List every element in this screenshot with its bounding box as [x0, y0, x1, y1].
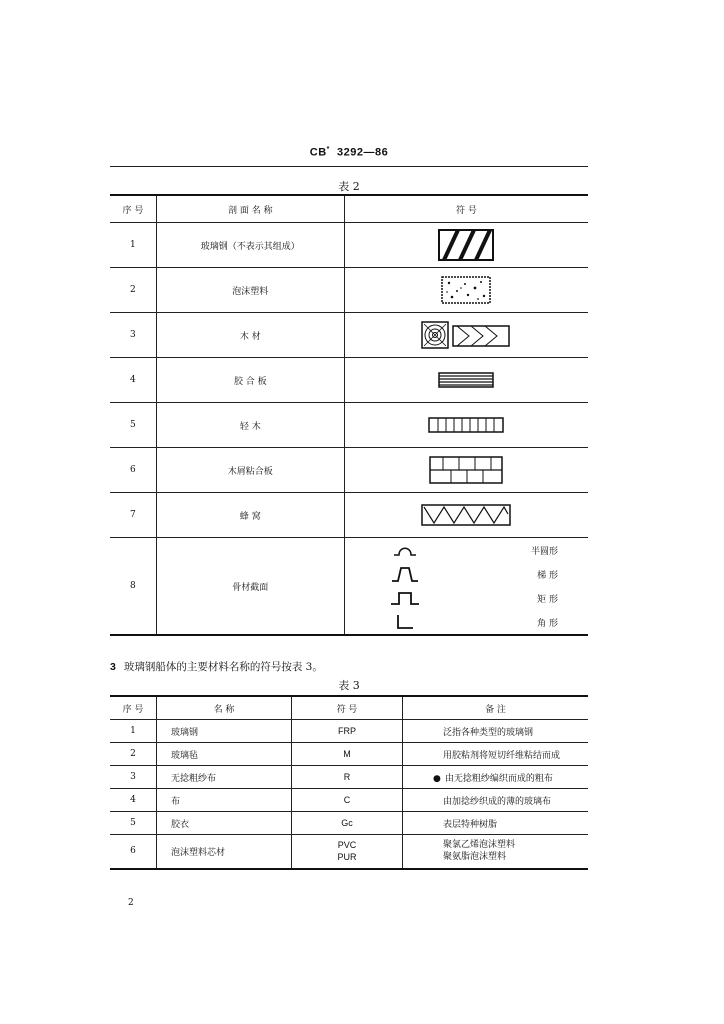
particle-board-icon	[429, 456, 503, 484]
row-number: 6	[110, 835, 157, 869]
section-label: 梯 形	[537, 570, 558, 581]
foam-dots-icon	[441, 276, 491, 304]
table-row	[110, 766, 588, 789]
list-item	[345, 586, 588, 610]
clause-number: 3	[110, 661, 116, 673]
material-symbol: R	[292, 766, 403, 789]
section-label: 角 形	[537, 618, 558, 629]
material-name: 泡沫塑料芯材	[157, 835, 292, 869]
page-header	[110, 146, 588, 159]
row-number: 1	[110, 223, 156, 268]
material-remark: 由无捻粗纱编织而成的粗布	[444, 773, 553, 784]
row-number: 2	[110, 743, 157, 766]
section-name: 轻 木	[156, 403, 344, 448]
standard-code: CB	[309, 146, 327, 159]
table3	[110, 695, 588, 870]
section-name: 玻璃钢（不表示其组成）	[156, 223, 344, 268]
material-symbol: C	[292, 789, 403, 812]
table-row	[110, 268, 588, 313]
material-symbol: M	[292, 743, 403, 766]
table3-header-no: 序 号	[110, 696, 157, 720]
material-symbol: Gc	[292, 812, 403, 835]
clause-3	[110, 659, 323, 674]
table-row	[110, 538, 588, 636]
clause-text: 玻璃钢船体的主要材料名称的符号按表 3。	[123, 661, 323, 673]
material-remark: 聚氯乙烯泡沫塑料	[443, 840, 516, 851]
standard-code-mark: *	[326, 146, 330, 153]
header-rule	[110, 166, 588, 167]
section-shapes-subtable	[345, 538, 588, 634]
table3-caption: 表 3	[338, 679, 360, 692]
wood-grain-icon	[421, 320, 511, 350]
section-name: 骨材截面	[156, 538, 344, 636]
material-remark: 表层特种树脂	[403, 812, 589, 835]
table-row	[110, 223, 588, 268]
material-remark: 由加捻纱织成的薄的玻璃布	[403, 789, 589, 812]
table3-header-symbol: 符 号	[292, 696, 403, 720]
trapezoid-section-icon	[391, 566, 419, 582]
row-number: 1	[110, 720, 157, 743]
table2-header-symbol: 符 号	[344, 195, 588, 223]
bullet-dot-icon: ●	[433, 773, 441, 784]
balsa-blocks-icon	[428, 417, 504, 433]
table-row	[110, 743, 588, 766]
section-name: 泡沫塑料	[156, 268, 344, 313]
material-remark: 泛指各种类型的玻璃钢	[403, 720, 589, 743]
list-item	[345, 538, 588, 562]
section-label: 半圆形	[530, 546, 558, 557]
row-number: 7	[110, 493, 156, 538]
material-name: 玻璃钢	[157, 720, 292, 743]
table-row	[110, 835, 588, 869]
page-number: 2	[128, 898, 134, 908]
material-symbol: PVC	[337, 840, 357, 851]
honeycomb-zigzag-icon	[421, 504, 511, 526]
row-number: 4	[110, 358, 156, 403]
table2-header-no: 序 号	[110, 195, 156, 223]
material-symbol: PUR	[337, 852, 357, 863]
material-name: 玻璃毡	[157, 743, 292, 766]
table-row	[110, 812, 588, 835]
material-name: 布	[157, 789, 292, 812]
row-number: 5	[110, 403, 156, 448]
table-row	[110, 403, 588, 448]
list-item	[345, 610, 588, 634]
standard-number: 3292—86	[337, 146, 389, 159]
table2	[110, 194, 588, 636]
list-item	[345, 562, 588, 586]
rectangle-section-icon	[390, 591, 420, 605]
table-row	[110, 448, 588, 493]
section-name: 木屑粘合板	[156, 448, 344, 493]
table2-caption: 表 2	[338, 180, 360, 193]
row-number: 3	[110, 766, 157, 789]
section-name: 胶 合 板	[156, 358, 344, 403]
table2-header-name: 剖 面 名 称	[156, 195, 344, 223]
material-remark: 聚氨脂泡沫塑料	[443, 852, 507, 863]
section-name: 蜂 窝	[156, 493, 344, 538]
plywood-layers-icon	[438, 372, 494, 388]
angle-section-icon	[396, 614, 414, 630]
section-label: 矩 形	[537, 594, 558, 605]
glass-fiber-hatch-icon	[438, 229, 494, 261]
table-row	[110, 358, 588, 403]
table-row	[110, 789, 588, 812]
table-row	[110, 720, 588, 743]
material-name: 胶衣	[157, 812, 292, 835]
table3-header-remark: 备 注	[403, 696, 589, 720]
row-number: 2	[110, 268, 156, 313]
row-number: 6	[110, 448, 156, 493]
section-name: 木 材	[156, 313, 344, 358]
table-row	[110, 313, 588, 358]
half-round-section-icon	[393, 544, 417, 556]
material-name: 无捻粗纱布	[157, 766, 292, 789]
row-number: 5	[110, 812, 157, 835]
table3-header-name: 名 称	[157, 696, 292, 720]
row-number: 8	[110, 538, 156, 636]
row-number: 4	[110, 789, 157, 812]
material-symbol: FRP	[292, 720, 403, 743]
material-remark: 用胶粘剂将短切纤维粘结而成	[403, 743, 589, 766]
row-number: 3	[110, 313, 156, 358]
table-row	[110, 493, 588, 538]
